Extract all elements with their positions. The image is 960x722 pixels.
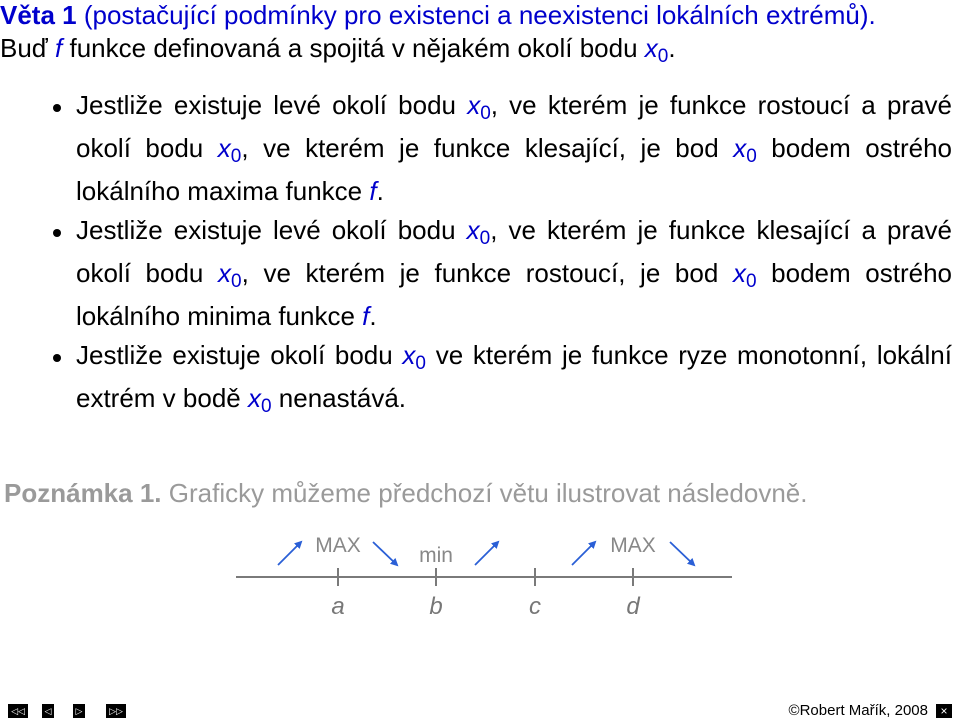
b2-p3: , ve kterém je funkce rostoucí, je bod [241, 258, 719, 288]
illustration-diagram [0, 520, 960, 630]
b1-p1: Jestliže existuje levé okolí bodu [76, 90, 457, 120]
point-label-a: a [331, 593, 345, 620]
decreasing-arrow-icon [373, 542, 397, 565]
b1-f: f [369, 176, 377, 206]
bullet-dot-2 [53, 229, 61, 237]
copyright: ©Robert Mařík, 2008 [788, 702, 928, 719]
intro-f: f [55, 33, 63, 63]
close-button[interactable]: × [936, 704, 952, 718]
b2-x2: x [218, 258, 232, 288]
point-label-d: d [626, 593, 640, 620]
bullet-dot-1 [53, 104, 61, 112]
intro-sub: 0 [657, 46, 669, 67]
b3-p2: ve kterém je funkce ryze monotonní, lokální extrém v bodě [76, 340, 952, 413]
nav-first-button[interactable]: ◁◁ [8, 704, 28, 718]
theorem-title: (postačující podmínky pro existenci a neexistenci lokálních extrémů). [83, 0, 876, 30]
b2-x1: x [466, 215, 480, 245]
intro-x: x [644, 33, 658, 63]
b2-end: . [369, 301, 377, 331]
extremum-label-1: min [419, 544, 453, 567]
b2-p1: Jestliže existuje levé okolí bodu [76, 215, 456, 245]
b1-p3: , ve kterém je funkce klesající, je bod [241, 133, 719, 163]
b3-p1: Jestliže existuje okolí bodu [76, 340, 393, 370]
note [4, 478, 808, 508]
bullet-item-1 [76, 88, 952, 209]
point-label-b: b [429, 593, 443, 620]
b1-sub1: 0 [480, 103, 491, 124]
nav-last-button[interactable]: ▷▷ [106, 704, 126, 718]
b2-sub1: 0 [479, 228, 491, 249]
extremum-label-2: MAX [610, 534, 656, 557]
b2-f: f [362, 301, 370, 331]
b2-p4: bodem ostrého lokálního minima funkce [76, 258, 953, 331]
b1-x2: x [217, 133, 231, 163]
b1-sub3: 0 [746, 146, 757, 167]
increasing-arrow-icon [475, 542, 498, 565]
b1-x3: x [733, 133, 747, 163]
theorem-intro [0, 33, 676, 72]
b1-p4: bodem ostrého lokálního maxima funkce [76, 133, 953, 206]
intro-end: . [668, 33, 676, 63]
increasing-arrow-icon [572, 542, 595, 565]
b1-sub2: 0 [230, 146, 242, 167]
b2-p2: , ve kterém je funkce klesající a pravé okolí bodu [76, 215, 952, 288]
b1-p2: , ve kterém je funkce rostoucí a pravé okolí bodu [76, 90, 952, 163]
b3-p3: nenastává. [278, 383, 407, 413]
decreasing-arrow-icon [670, 542, 694, 565]
b3-x2: x [247, 383, 261, 413]
theorem-label: Věta 1 [0, 0, 77, 30]
b2-sub2: 0 [231, 271, 242, 292]
note-label: Poznámka 1. [4, 478, 162, 508]
theorem-heading [0, 0, 876, 30]
increasing-arrow-icon [278, 542, 301, 565]
intro-text-b: funkce definovaná a spojitá v nějakém okolí bodu [69, 33, 638, 63]
b1-end: . [376, 176, 384, 206]
nav-prev-button[interactable]: ◁ [42, 704, 54, 718]
b3-x1: x [402, 340, 416, 370]
b3-sub1: 0 [415, 353, 426, 374]
bullet-dot-3 [53, 354, 61, 362]
b2-x3: x [732, 258, 746, 288]
b1-x1: x [467, 90, 481, 120]
extremum-label-0: MAX [315, 534, 361, 557]
bullet-item-2 [76, 213, 952, 334]
note-text: Graficky můžeme předchozí větu ilustrovat následovně. [168, 478, 808, 508]
nav-next-button[interactable]: ▷ [73, 704, 85, 718]
intro-text-a: Buď [0, 33, 48, 63]
b2-sub3: 0 [745, 271, 757, 292]
b3-sub2: 0 [260, 396, 272, 417]
bullet-item-3 [76, 338, 952, 424]
point-label-c: c [529, 593, 541, 620]
